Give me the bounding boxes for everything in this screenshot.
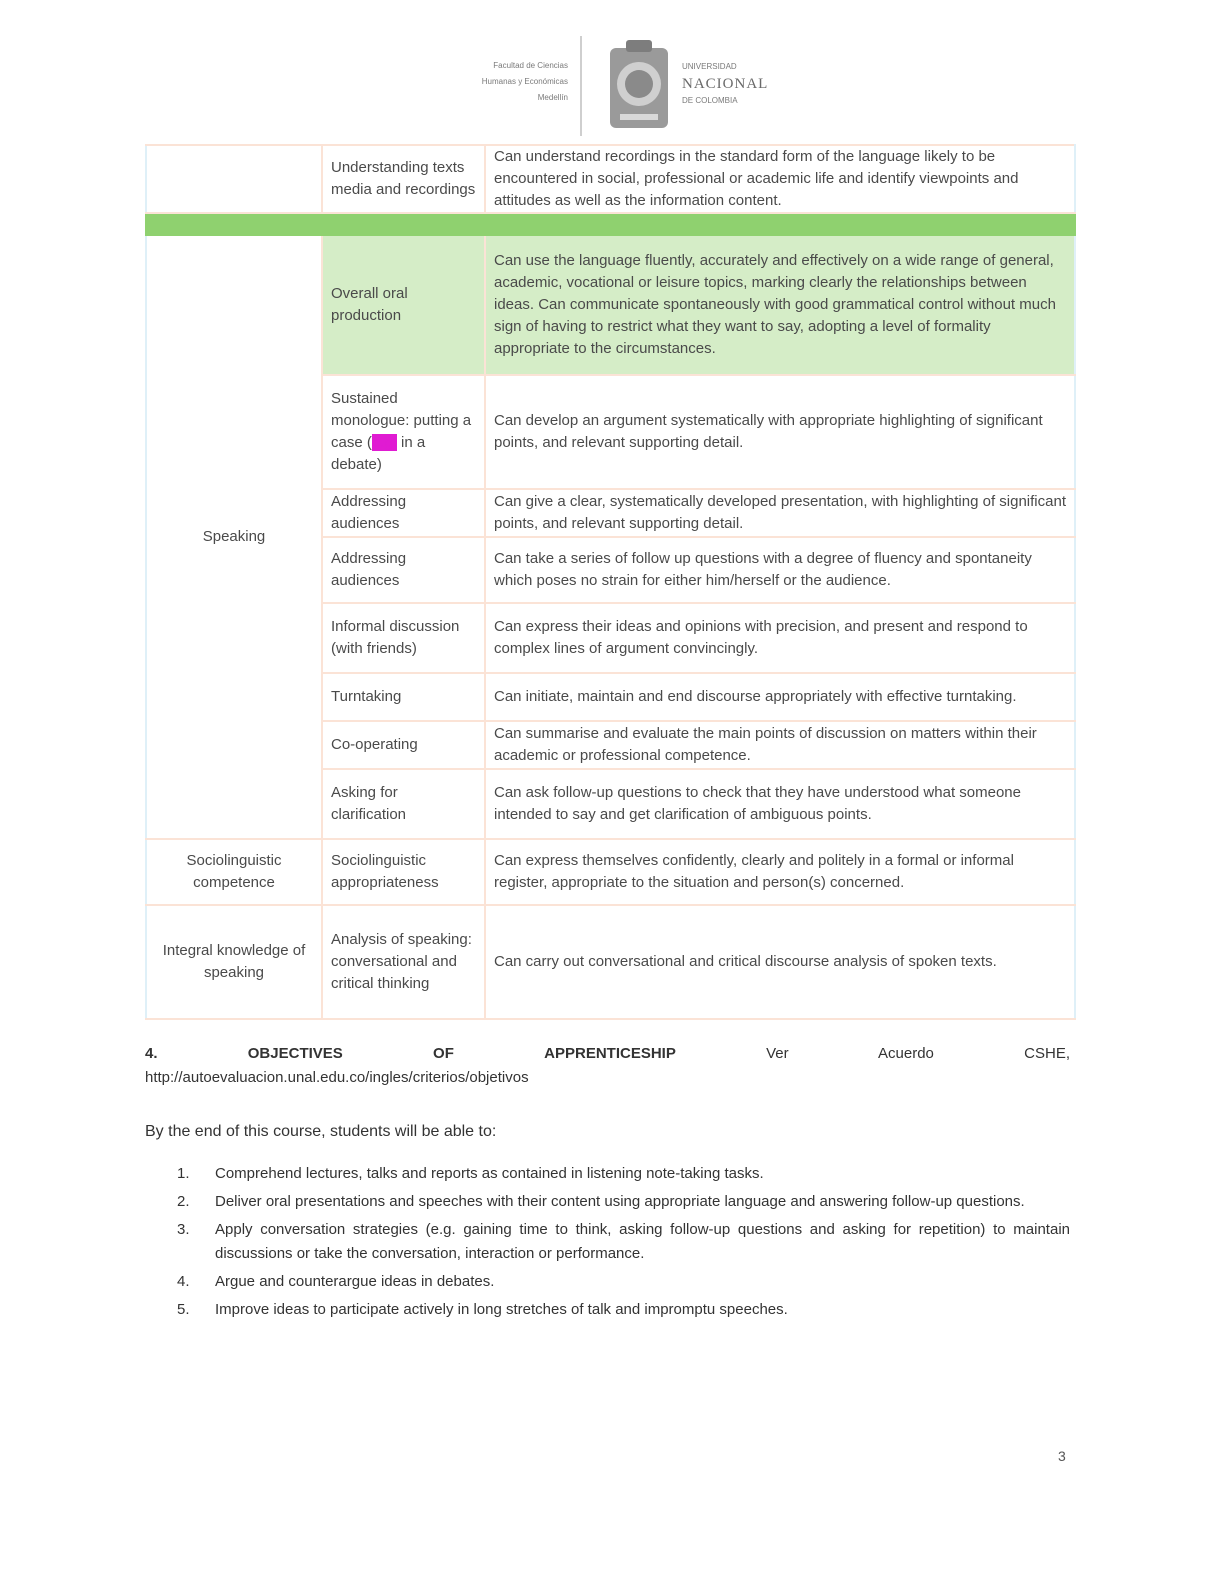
section-title-word: OBJECTIVES	[247, 1045, 343, 1062]
section-title-word: APPRENTICESHIP	[544, 1045, 676, 1062]
table-row	[146, 905, 1075, 1019]
objectives-intro: By the end of this course, students will be able to:	[145, 1123, 497, 1140]
faculty-name	[482, 58, 568, 106]
section-title	[145, 1043, 1070, 1065]
list-text: Improve ideas to participate actively in long stretches of talk and impromptu speeches.	[215, 1301, 788, 1318]
table-cell: Co-operating	[322, 721, 485, 769]
cell-text: in a debate)	[331, 434, 426, 473]
table-cell: Understanding texts media and recordings	[322, 145, 485, 213]
list-item	[145, 1218, 1070, 1266]
table-cell: Can understand recordings in the standard form of the language likely to be encountered in social, professional or academic life and identify viewpoints and attitudes as well as the information content.	[485, 145, 1075, 213]
section-title-word: Ver	[766, 1045, 789, 1062]
table-cell	[485, 213, 1075, 235]
table-cell	[322, 375, 485, 489]
table-cell	[322, 213, 485, 235]
table-cell: Can express themselves confidently, clearly and politely in a formal or informal register, appropriate to the situation and person(s) concerned.	[485, 839, 1075, 905]
list-text: Comprehend lectures, talks and reports as contained in listening note-taking tasks.	[215, 1165, 764, 1182]
table-cell: Can summarise and evaluate the main points of discussion on matters within their academic or professional competence.	[485, 721, 1075, 769]
list-number: 3.	[177, 1221, 190, 1238]
faculty-line: Medellín	[537, 93, 568, 102]
skill-category-cell: Integral knowledge of speaking	[146, 905, 322, 1019]
table-cell: Informal discussion (with friends)	[322, 603, 485, 673]
table-cell: Can ask follow-up questions to check that they have understood what someone intended to say and get clarification of ambiguous points.	[485, 769, 1075, 839]
university-label-main: NACIONAL	[682, 76, 769, 92]
faculty-line: Facultad de Ciencias	[493, 61, 568, 70]
table-cell: Overall oral production	[322, 235, 485, 375]
table-cell: Can express their ideas and opinions with precision, and present and respond to complex lines of argument convincingly.	[485, 603, 1075, 673]
table-separator-row	[146, 213, 1075, 235]
university-label-top: UNIVERSIDAD	[682, 62, 737, 71]
table-cell: Can give a clear, systematically developed presentation, with highlighting of significant points, and relevant supporting detail.	[485, 489, 1075, 537]
list-number: 2.	[177, 1193, 190, 1210]
list-number: 1.	[177, 1165, 190, 1182]
faculty-line: Humanas y Económicas	[481, 77, 568, 86]
table-cell: Turntaking	[322, 673, 485, 721]
list-text: Argue and counterargue ideas in debates.	[215, 1273, 495, 1290]
table-cell: Can take a series of follow up questions with a degree of fluency and spontaneity which poses no strain for either him/herself or the audience.	[485, 537, 1075, 603]
table-cell: Can develop an argument systematically with appropriate highlighting of significant points, and relevant supporting detail.	[485, 375, 1075, 489]
table-row	[146, 235, 1075, 375]
skill-category-cell: Sociolinguistic competence	[146, 839, 322, 905]
highlighted-text: e.g.	[371, 434, 397, 451]
list-number: 4.	[177, 1273, 190, 1290]
table-cell	[146, 145, 322, 213]
page-header	[376, 30, 836, 140]
university-name	[682, 60, 768, 108]
list-text: Apply conversation strategies (e.g. gaining time to think, asking follow-up questions and asking for repetition) to maintain discussions or take the conversation, interaction or performance.	[215, 1221, 1070, 1262]
section-number: 4.	[145, 1045, 158, 1062]
section-title-word: OF	[433, 1045, 454, 1062]
header-divider	[580, 36, 582, 136]
section-title-word: CSHE,	[1024, 1045, 1070, 1062]
list-item	[145, 1162, 1070, 1186]
reference-link[interactable]: http://autoevaluacion.unal.edu.co/ingles/criterios/objetivos	[145, 1069, 529, 1086]
table-cell: Can initiate, maintain and end discourse appropriately with effective turntaking.	[485, 673, 1075, 721]
table-cell: Addressing audiences	[322, 489, 485, 537]
table-cell: Can use the language fluently, accurately and effectively on a wide range of general, academic, vocational or leisure topics, marking clearly the relationships between ideas. Can communicate spontaneously with good grammatical control without much sign of having to restrict what they want to say, adopting a level of formality appropriate to the circumstances.	[485, 235, 1075, 375]
table-cell: Addressing audiences	[322, 537, 485, 603]
table-cell	[146, 213, 322, 235]
university-seal-icon	[606, 38, 672, 134]
skill-category-cell: Speaking	[146, 235, 322, 839]
list-item	[145, 1270, 1070, 1294]
list-item	[145, 1190, 1070, 1214]
cell-text: Sustained monologue: putting a case (	[331, 390, 472, 451]
table-cell: Can carry out conversational and critical discourse analysis of spoken texts.	[485, 905, 1075, 1019]
competence-table	[145, 144, 1076, 1020]
table-cell: Sociolinguistic appropriateness	[322, 839, 485, 905]
table-row	[146, 145, 1075, 213]
university-label-bottom: DE COLOMBIA	[682, 96, 738, 105]
list-number: 5.	[177, 1301, 190, 1318]
table-cell: Asking for clarification	[322, 769, 485, 839]
page-number: 3	[1058, 1448, 1066, 1464]
objectives-list	[145, 1162, 1070, 1326]
table-cell: Analysis of speaking: conversational and critical thinking	[322, 905, 485, 1019]
table-row	[146, 839, 1075, 905]
section-title-word: Acuerdo	[878, 1045, 934, 1062]
list-item	[145, 1298, 1070, 1322]
list-text: Deliver oral presentations and speeches with their content using appropriate language and answering follow-up questions.	[215, 1193, 1025, 1210]
